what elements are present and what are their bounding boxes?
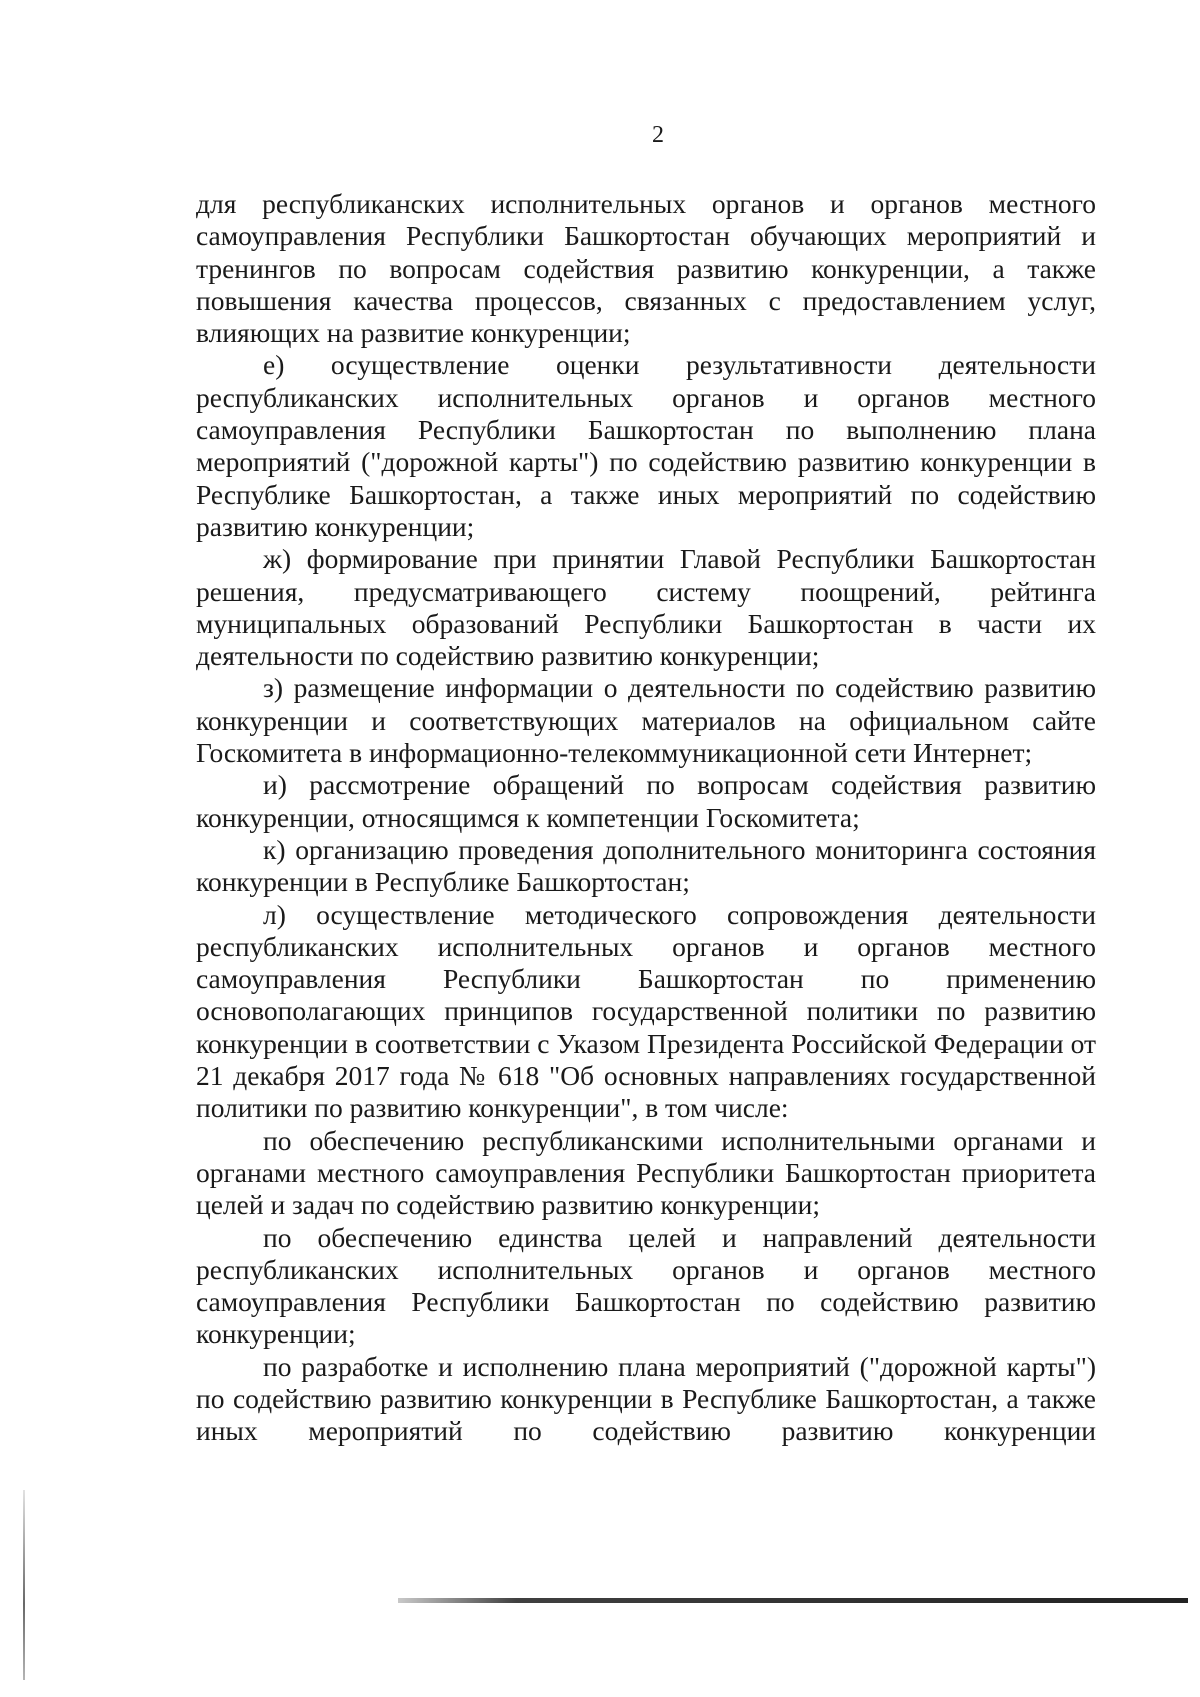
paragraph-item-zh: ж) формирование при принятии Главой Республики Башкортостан решения, предусматривающего систему поощрений, рейтинга муниципальных образований Республики Башкортостан в части их деятельности по содействию развитию конкуренции; [196,543,1096,672]
paragraph-item-i: и) рассмотрение обращений по вопросам содействия развитию конкуренции, относящимся к компетенции Госкомитета; [196,769,1096,833]
scan-bottom-line [398,1598,1188,1603]
page-number: 2 [652,122,664,148]
document-body [196,188,1096,1448]
paragraph-item-k: к) организацию проведения дополнительного мониторинга состояния конкуренции в Республике Башкортостан; [196,833,1096,898]
scan-edge-mark [23,1490,25,1680]
paragraph-subitem-unity: по обеспечению единства целей и направлений деятельности республиканских исполнительных органов и органов местного самоуправления Республики Башкортостан по содействию развитию конкуренции; [196,1221,1096,1350]
paragraph-subitem-priority: по обеспечению республиканскими исполнительными органами и органами местного самоуправления Республики Башкортостан приоритета целей и задач по содействию развитию конкуренции; [196,1124,1096,1221]
paragraph-item-z: з) размещение информации о деятельности по содействию развитию конкуренции и соответствующих материалов на официальном сайте Госкомитета в информационно-телекоммуникационной сети Интернет; [196,672,1096,769]
paragraph-continuation: для республиканских исполнительных органов и органов местного самоуправления Республики Башкортостан обучающих мероприятий и тренингов по вопросам содействия развитию конкуренции, а также повышения качества процессов, связанных с предоставлением услуг, влияющих на развитие конкуренции; [196,188,1096,349]
paragraph-item-e: е) осуществление оценки результативности деятельности республиканских исполнительных органов и органов местного самоуправления Республики Башкортостан по выполнению плана мероприятий ("дорожной карты") по содействию развитию конкуренции в Республике Башкортостан, а также иных мероприятий по содействию развитию конкуренции; [196,349,1096,542]
paragraph-item-l: л) осуществление методического сопровождения деятельности республиканских исполнительных органов и органов местного самоуправления Республики Башкортостан по применению основополагающих принципов государственной политики по развитию конкуренции в соответствии с Указом Президента Российской Федерации от 21 декабря 2017 года № 618 "Об основных направлениях государственной политики по развитию конкуренции", в том числе: [196,898,1096,1124]
paragraph-subitem-roadmap: по разработке и исполнению плана мероприятий ("дорожной карты") по содействию развитию конкуренции в Республике Башкортостан, а также иных мероприятий по содействию развитию конкуренции [196,1350,1096,1447]
